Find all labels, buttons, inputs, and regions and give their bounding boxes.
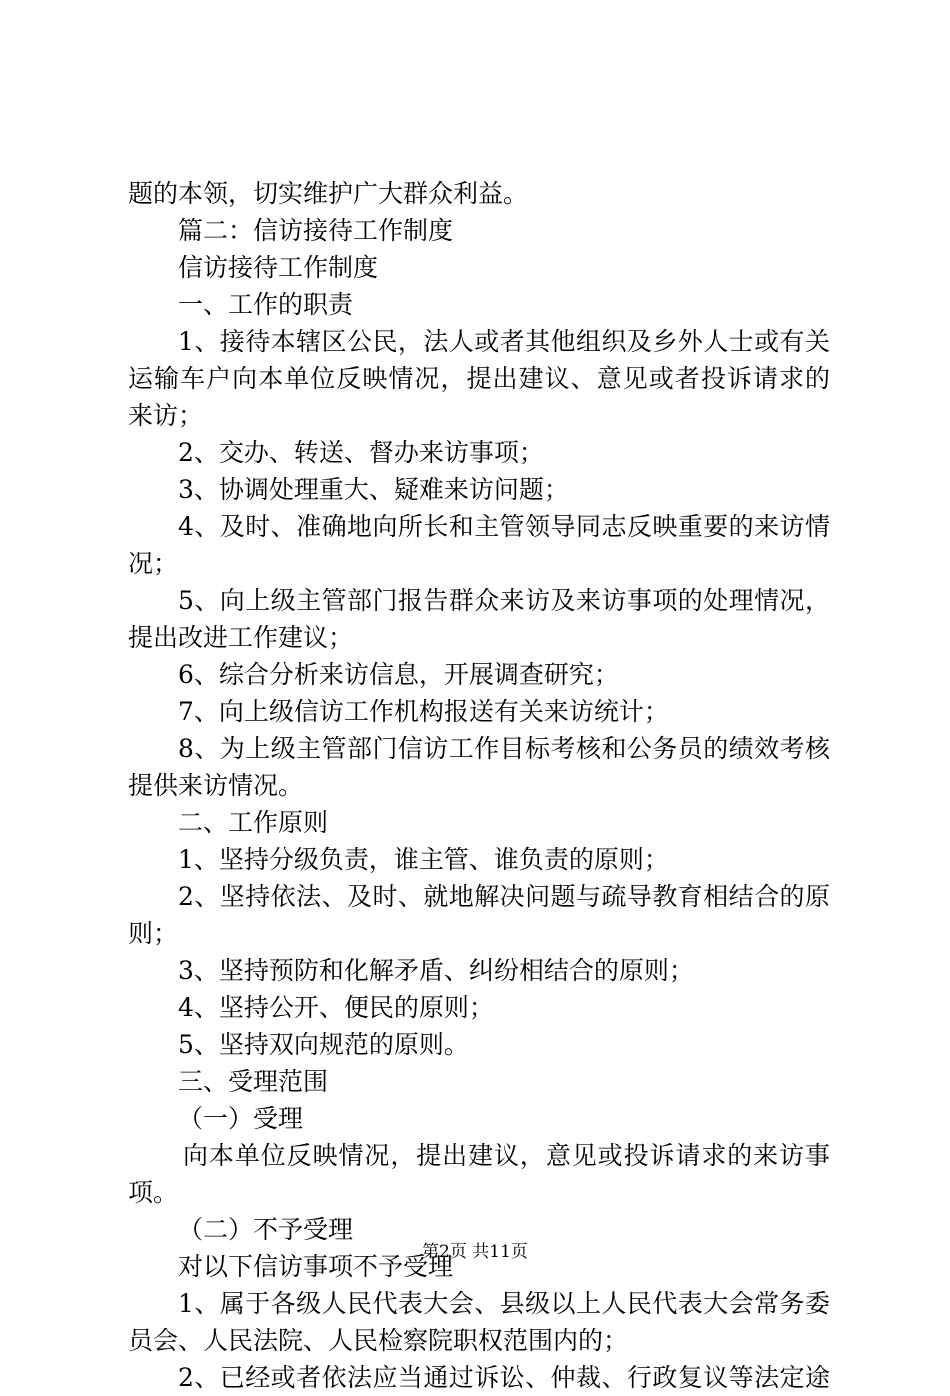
text-line: 8、为上级主管部门信访工作目标考核和公务员的绩效考核 [178, 734, 830, 763]
text-line: 4、及时、准确地向所长和主管领导同志反映重要的来访情 [178, 512, 830, 541]
text-line: 况； [128, 549, 179, 578]
text-line: 来访； [128, 401, 204, 430]
text-line: 4、坚持公开、便民的原则； [178, 993, 494, 1022]
subsection-heading: （一）受理 [178, 1104, 304, 1133]
text-line: 1、属于各级人民代表大会、县级以上人民代表大会常务委 [178, 1289, 830, 1318]
text-line: 提出改进工作建议； [128, 623, 354, 652]
text-line: 员会、人民法院、人民检察院职权范围内的； [128, 1326, 629, 1355]
text-line: 运输车户向本单位反映情况，提出建议、意见或者投诉请求的 [128, 364, 830, 393]
text-line: 对以下信访事项不予受理 [178, 1252, 454, 1281]
text-line: 2、坚持依法、及时、就地解决问题与疏导教育相结合的原 [178, 882, 830, 911]
text-line: 5、向上级主管部门报告群众来访及来访事项的处理情况， [178, 586, 830, 615]
text-line: 1、接待本辖区公民，法人或者其他组织及乡外人士或有关 [178, 327, 830, 356]
page-number-footer: 第2页 共11页 [422, 1242, 528, 1262]
document-title: 信访接待工作制度 [178, 253, 379, 282]
text-line: 1、坚持分级负责，谁主管、谁负责的原则； [178, 845, 669, 874]
text-line: 3、坚持预防和化解矛盾、纠纷相结合的原则； [178, 956, 694, 985]
text-line: 向本单位反映情况，提出建议，意见或投诉请求的来访事 [183, 1141, 830, 1170]
text-line: 项。 [128, 1178, 179, 1207]
text-line: 题的本领，切实维护广大群众利益。 [128, 179, 529, 208]
section-heading: 三、受理范围 [178, 1067, 329, 1096]
text-line: 2、交办、转送、督办来访事项； [178, 438, 544, 467]
section-heading: 二、工作原则 [178, 808, 329, 837]
text-line: 3、协调处理重大、疑难来访问题； [178, 475, 569, 504]
text-line: 提供来访情况。 [128, 771, 304, 800]
text-line: 5、坚持双向规范的原则。 [178, 1030, 469, 1059]
text-line: 2、已经或者依法应当通过诉讼、仲裁、行政复议等法定途 [178, 1363, 830, 1392]
text-line: 7、向上级信访工作机构报送有关来访统计； [178, 697, 669, 726]
section-heading: 一、工作的职责 [178, 290, 354, 319]
subsection-heading: （二）不予受理 [178, 1215, 354, 1244]
text-line: 则； [128, 919, 179, 948]
section-heading: 篇二：信访接待工作制度 [178, 216, 454, 245]
document-body [128, 175, 830, 1396]
text-line: 6、综合分析来访信息，开展调查研究； [178, 660, 619, 689]
